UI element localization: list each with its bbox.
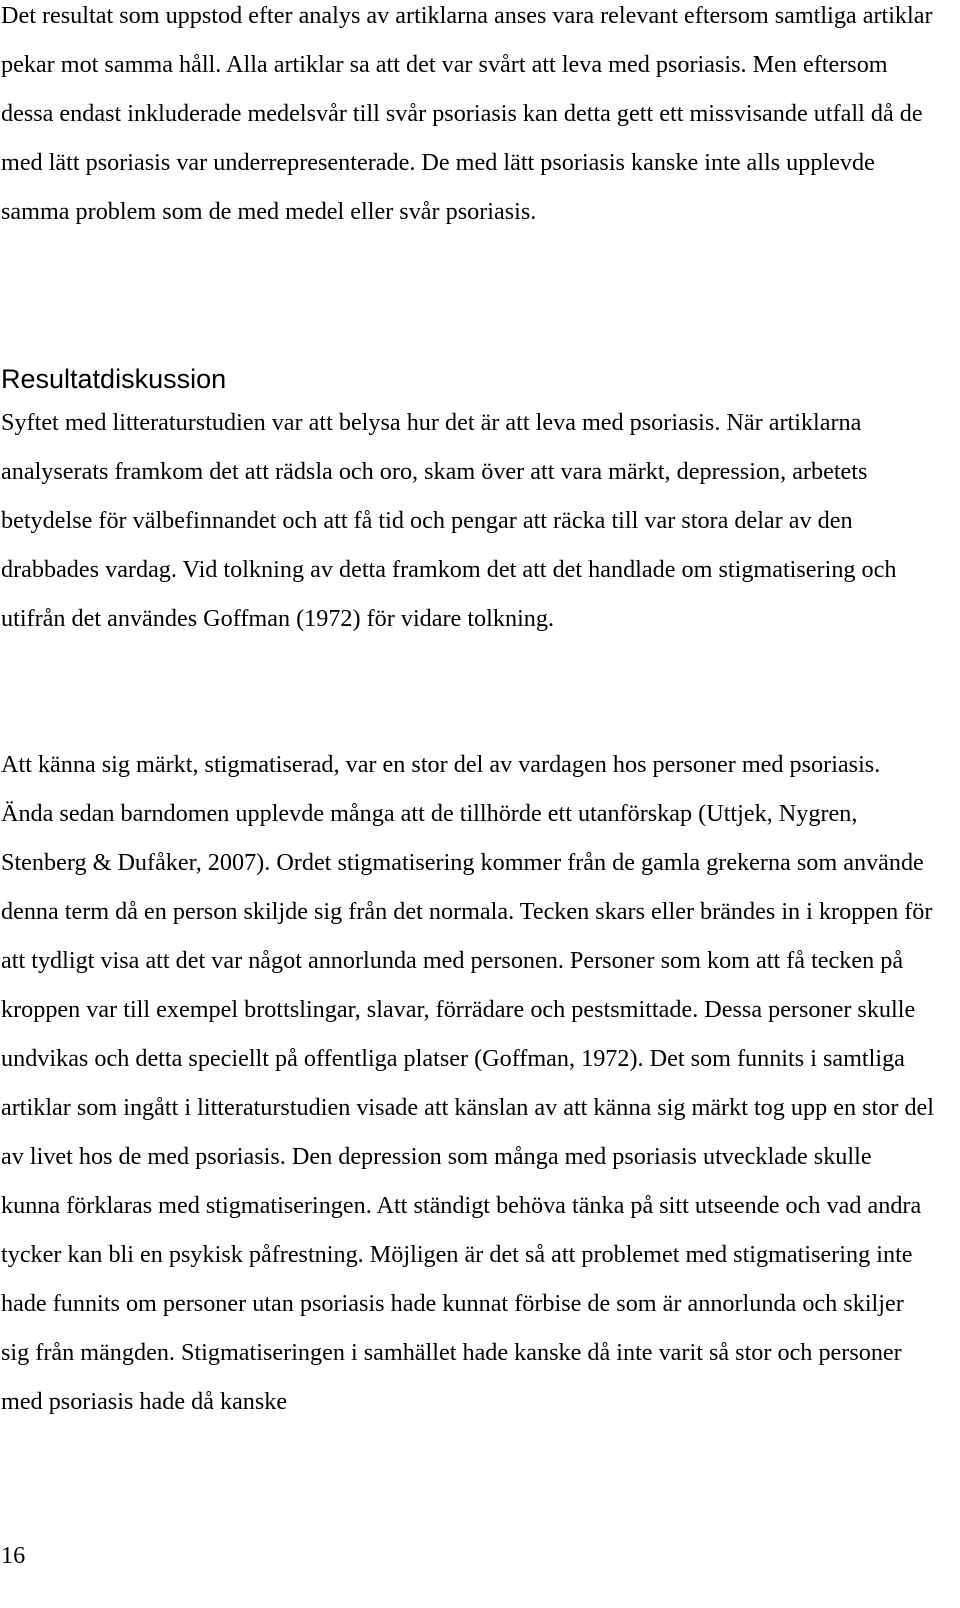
- section-heading-resultatdiskussion: Resultatdiskussion: [1, 364, 227, 394]
- aim-paragraph: Syftet med litteraturstudien var att belysa hur det är att leva med psoriasis. När artiklarna analyserats framkom det att rädsla och oro, skam över att vara märkt, depression, arbetets betydelse för välbefinnandet och att få tid och pengar att räcka till var stora delar av den drabbades vardag. Vid tolkning av detta framkom det att det handlade om stigmatisering och utifrån det användes Goffman (1972) för vidare tolkning.: [1, 409, 897, 632]
- intro-paragraph: Det resultat som uppstod efter analys av artiklarna anses vara relevant eftersom samtliga artiklar pekar mot samma håll. Alla artiklar sa att det var svårt att leva med psoriasis. Men eftersom dessa endast inkluderade medelsvår till svår psoriasis kan detta gett ett missvisande utfall då de med lätt psoriasis var underrepresenterade. De med lätt psoriasis kanske inte alls upplevde samma problem som de med medel eller svår psoriasis.: [1, 2, 933, 225]
- page-number: 16: [1, 1542, 26, 1569]
- stigma-paragraph: Att känna sig märkt, stigmatiserad, var en stor del av vardagen hos personer med psoriasis. Ända sedan barndomen upplevde många att de tillhörde ett utanförskap (Uttjek, Nygren, Stenberg & Dufåker, 2007). Ordet stigmatisering kommer från de gamla grekerna som använde denna term då en person skiljde sig från det normala. Tecken skars eller brändes in i kroppen för att tydligt visa att det var något annorlunda med personen. Personer som kom att få tecken på kroppen var till exempel brottslingar, slavar, förrädare och pestsmittade. Dessa personer skulle undvikas och detta speciellt på offentliga platser (Goffman, 1972). Det som funnits i samtliga artiklar som ingått i litteraturstudien visade att känslan av att känna sig märkt tog upp en stor del av livet hos de med psoriasis. Den depression som många med psoriasis utvecklade skulle kunna förklaras med stigmatiseringen. Att ständigt behöva tänka på sitt utseende och vad andra tycker kan bli en psykisk påfrestning. Möjligen är det så att problemet med stigmatisering inte hade funnits om personer utan psoriasis hade kunnat förbise de som är annorlunda och skiljer sig från mängden. Stigmatiseringen i samhället hade kanske då inte varit så stor och personer med psoriasis hade då kanske: [1, 751, 935, 1415]
